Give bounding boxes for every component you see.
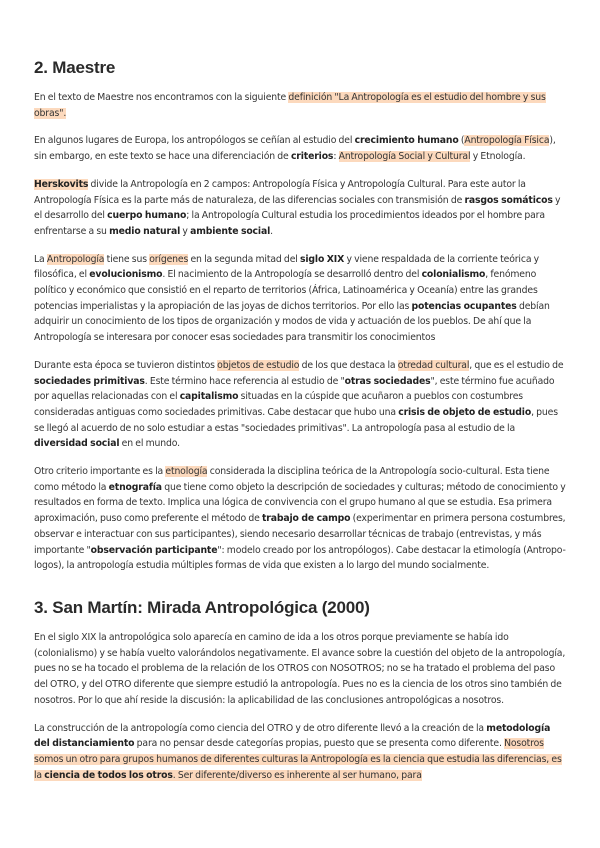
- paragraph-herskovits: [34, 177, 566, 240]
- paragraph-distanciamiento: [34, 721, 566, 784]
- highlighted-text: Nosotros somos un otro para grupos humanos de diferentes culturas la Antropología es la ciencia que estudia las diferencias, es la: [34, 738, 562, 781]
- bold-term: trabajo de campo: [262, 513, 351, 525]
- bold-term: evolucionismo: [89, 269, 163, 281]
- paragraph-otredad: [34, 358, 566, 452]
- text-run: La: [34, 253, 47, 265]
- text-run: y viene respaldada de la corriente teórica y filosófica, el: [34, 253, 540, 281]
- bold-term: rasgos somáticos: [464, 194, 553, 206]
- section-heading-maestre: 2. Maestre: [34, 58, 116, 77]
- bold-term: observación participante: [90, 544, 218, 556]
- bold-term: capitalismo: [179, 391, 239, 403]
- text-run: , que es el estudio de: [469, 359, 564, 371]
- highlighted-bold-term: ciencia de todos los otros: [44, 769, 173, 781]
- text-run: y: [180, 225, 191, 237]
- highlighted-text: Antropología: [46, 253, 105, 265]
- text-run: considerada la disciplina teórica de la Antropología socio-cultural. Esta tiene como método la: [34, 466, 550, 493]
- highlighted-text: etnología: [165, 466, 208, 478]
- paragraph-etnologia: [34, 464, 566, 574]
- section-heading-san-martin: 3. San Martín: Mirada Antropológica (2000): [34, 597, 370, 617]
- text-run: Durante esta época se tuvieron distintos: [34, 359, 218, 371]
- text-run: debían adquirir un conocimiento de los tipos de organización y modos de vida y actuación de los pueblos. De ahí que la Antropología se interesara por conocer esas sociedades para transmitir los conocimientos: [34, 300, 550, 344]
- text-run: Otro criterio importante es la: [34, 466, 166, 478]
- text-run: situadas en la cúspide que acuñaron a pueblos con costumbres consideradas antiguas como sociedades primitivas. Cabe destacar que hubo una: [34, 391, 523, 418]
- bold-term: metodología del distanciamiento: [34, 722, 551, 750]
- paragraph-origins: [34, 252, 566, 346]
- bold-term: otras sociedades: [344, 375, 431, 387]
- text-run: ": modelo creado por los antropólogos). Cabe destacar la etimología (Antropo-logos), la antropología estudia múltiples formas de vida que existen a lo largo del mundo socialmente.: [34, 544, 566, 572]
- text-run: En algunos lugares de Europa, los antropólogos se ceñían al estudio del: [34, 135, 355, 147]
- bold-term: diversidad social: [34, 438, 120, 450]
- text-run: en el mundo.: [119, 438, 180, 450]
- text-run: ", este término fue acuñado por aquellas relacionadas con el: [34, 375, 555, 403]
- text-run: divide la Antropología en 2 campos: Antropología Física y Antropología Cultural. Para este autor la Antropología Física es la parte más de naturaleza, de las diferencias sociales con transmisión de: [34, 178, 526, 206]
- text-run: (experimentar en primera persona costumbres, observar e interactuar con sus participantes), siendo necesario desarrollar técnicas de trabajo (entrevistas, y más importante ": [34, 513, 566, 556]
- bold-term: etnografía: [108, 481, 162, 493]
- text-run: . Este término hace referencia al estudio de ": [144, 375, 345, 387]
- text-run: . El nacimiento de la Antropología se desarrolló dentro del: [162, 269, 422, 281]
- text-run: , fenómeno político y económico que consistió en el reparto de territorios (África, Latinoamérica y Oceanía) entre las grandes potencias imperialistas y la apropiación de las joyas de dichos territorios. Por ello las: [34, 269, 538, 312]
- bold-term: colonialismo: [421, 269, 486, 281]
- bold-term: ambiente social: [190, 225, 271, 237]
- text-run: :: [333, 151, 339, 163]
- document-content: [34, 56, 566, 795]
- text-run: de los que destaca la: [299, 359, 398, 371]
- highlighted-text: otredad cultural: [397, 359, 470, 371]
- text-run: en la segunda mitad del: [188, 253, 300, 265]
- bold-term: potencias ocupantes: [411, 300, 517, 312]
- paragraph-definition: [34, 90, 566, 121]
- highlighted-text: Antropología Física: [464, 135, 550, 147]
- bold-term: crecimiento humano: [354, 135, 459, 147]
- text-run: , pues se llegó al acuerdo de no solo estudiar a estas "sociedades primitivas". La antropología pasa al estudio de la: [34, 406, 558, 434]
- highlighted-text: . Ser diferente/diverso es inherente al ser humano, para: [172, 769, 422, 781]
- highlighted-text: definición "La Antropología es el estudio del hombre y sus obras".: [34, 92, 546, 119]
- bold-term: cuerpo humano: [107, 210, 187, 222]
- text-run: y Etnología.: [470, 151, 526, 163]
- text-run: ), sin embargo, en este texto se hace una diferenciación de: [34, 135, 556, 163]
- text-run: para no pensar desde categorías propias, puesto que se presenta como diferente.: [134, 738, 505, 750]
- paragraph-criteria: [34, 133, 566, 164]
- highlighted-text: objetos de estudio: [217, 359, 300, 371]
- bold-term: siglo XIX: [300, 253, 345, 265]
- bold-term: sociedades primitivas: [34, 375, 145, 387]
- text-run: La construcción de la antropología como ciencia del OTRO y de otro diferente llevó a la creación de la: [34, 722, 487, 734]
- paragraph-siglo-xix: En el siglo XIX la antropológica solo aparecía en camino de ida a los otros porque previamente se había ido (colonialismo) y se había vuelto valorándolos negativamente. El avance sobre la cuestión del objeto de la antropología, pues no se ha tocado el problema de la relación de los OTROS con NOSOTROS; no se ha tratado el problema del paso del OTRO, y del OTRO diferente que siempre estudió la antropología. Pues no es la ciencia de los otros sino también de nosotros. Por lo que ahí reside la discusión: la aplicabilidad de las conclusiones antropológicas a nosotros.: [34, 631, 566, 706]
- highlighted-bold-term: Herskovits: [34, 178, 89, 190]
- highlighted-text: Antropología Social y Cultural: [338, 151, 471, 163]
- bold-term: criterios: [290, 151, 334, 163]
- text-run: que tiene como objeto la descripción de sociedades y culturas; método de conocimiento y resultados en forma de texto. Implica una lógica de convivencia con el grupo humano al que se estudia. Esa primera aproximación, puso como preferente el método de: [34, 481, 566, 525]
- bold-term: medio natural: [109, 225, 181, 237]
- highlighted-text: orígenes: [149, 253, 189, 265]
- text-run: y el desarrollo del: [34, 194, 561, 222]
- text-run: En el texto de Maestre nos encontramos con la siguiente: [34, 92, 289, 103]
- text-run: .: [270, 225, 273, 237]
- text-run: (: [458, 135, 465, 147]
- text-run: ; la Antropología Cultural estudia los procedimientos ideados por el hombre para enfrentarse a su: [34, 210, 545, 237]
- bold-term: crisis de objeto de estudio: [398, 406, 532, 418]
- text-run: tiene sus: [104, 253, 150, 265]
